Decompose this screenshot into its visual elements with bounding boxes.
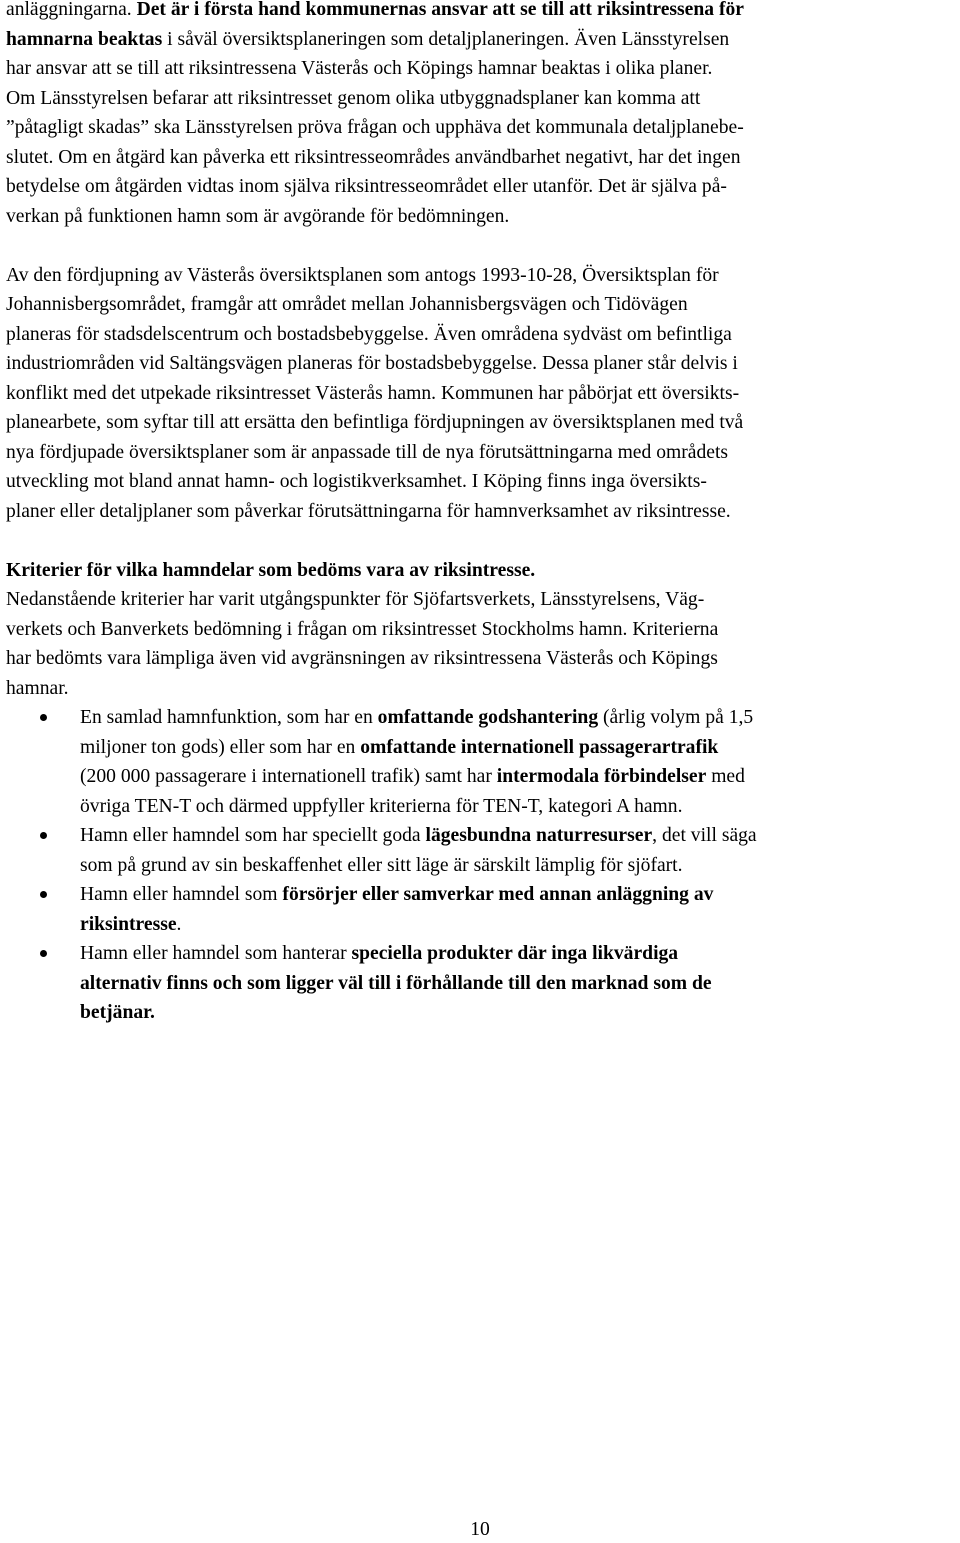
text-run: Om Länsstyrelsen befarar att riksintresset genom olika utbyggnadsplaner kan komma att	[6, 87, 701, 109]
criteria-bullet-item	[6, 821, 954, 880]
text-run: (200 000 passagerare i internationell trafik) samt har	[80, 766, 497, 787]
text-run: verkets och Banverkets bedömning i frågan om riksintresset Stockholms hamn. Kriterierna	[6, 618, 719, 640]
text-run: planer eller detaljplaner som påverkar förutsättningarna för hamnverksamhet av riksintresse.	[6, 500, 731, 522]
text-run: i såväl översiktsplaneringen som detaljplaneringen. Även Länsstyrelsen	[162, 28, 730, 50]
text-run: nya fördjupade översiktsplaner som är anpassade till de nya förutsättningarna med områdets	[6, 441, 729, 463]
text-run: planearbete, som syftar till att ersätta den befintliga fördjupningen av översiktsplanen med två	[6, 412, 744, 433]
criteria-intro	[6, 585, 954, 703]
text-run: med	[706, 766, 745, 787]
paragraph-gap	[6, 526, 954, 556]
text-run: Hamn eller hamndel som har speciellt goda	[80, 825, 426, 846]
text-line	[80, 792, 954, 822]
criteria-list	[6, 703, 954, 1028]
text-line	[6, 143, 954, 173]
text-run: anläggningarna.	[6, 0, 137, 20]
text-run: har bedömts vara lämpliga även vid avgränsningen av riksintressena Västerås och Köpings	[6, 648, 718, 669]
bold-text: riksintresse	[80, 913, 177, 935]
text-line	[6, 202, 954, 232]
criteria-heading: Kriterier för vilka hamndelar som bedöms vara av riksintresse.	[6, 559, 536, 581]
text-run: konflikt med det utpekade riksintresset Västerås hamn. Kommunen har påbörjat ett översikts-	[6, 382, 740, 404]
text-run: har ansvar att se till att riksintressena Västerås och Köpings hamnar beaktas i olika planer.	[6, 58, 713, 79]
text-run: utveckling mot bland annat hamn- och logistikverksamhet. I Köping finns inga översikts-	[6, 471, 707, 492]
criteria-bullet-item	[6, 880, 954, 939]
bold-text: lägesbundna naturresurser	[425, 825, 653, 846]
text-run: övriga TEN-T och därmed uppfyller kriterierna för TEN-T, kategori A hamn.	[80, 795, 683, 817]
text-line	[80, 733, 954, 763]
text-line	[6, 54, 954, 84]
text-run: betydelse om åtgärden vidtas inom själva riksintresseområdet eller utanför. Det är själva på-	[6, 176, 727, 197]
bullet-icon	[40, 714, 47, 721]
text-run: industriområden vid Saltängsvägen planeras för bostadsbebyggelse. Dessa planer står delvis i	[6, 353, 738, 374]
text-run: (årlig volym på 1,5	[598, 707, 754, 728]
text-line	[6, 408, 954, 438]
text-line	[6, 379, 954, 409]
text-line	[80, 998, 954, 1028]
text-run: ”påtagligt skadas” ska Länsstyrelsen pröva frågan och upphäva det kommunala detaljplanebe-	[6, 117, 744, 138]
text-line	[6, 438, 954, 468]
bold-text: omfattande godshantering	[377, 707, 599, 728]
bold-text: speciella produkter där inga likvärdiga	[351, 943, 679, 964]
text-run: Johannisbergsområdet, framgår att området mellan Johannisbergsvägen och Tidövägen	[6, 294, 688, 315]
text-run: , det vill säga	[652, 825, 757, 846]
text-run: .	[176, 913, 182, 935]
text-line	[6, 0, 954, 25]
text-run: Av den fördjupning av Västerås översiktsplanen som antogs 1993-10-28, Översiktsplan för	[6, 264, 719, 286]
bold-text: försörjer eller samverkar med annan anläggning av	[282, 884, 714, 905]
bold-text: alternativ finns och som ligger väl till i förhållande till den marknad som de	[80, 972, 712, 994]
paragraph-riksintresse-ansvar	[6, 0, 954, 231]
text-line	[80, 969, 954, 999]
bold-text: intermodala förbindelser	[496, 766, 707, 787]
text-line	[6, 25, 954, 55]
bold-text: Det är i första hand kommunernas ansvar att se till att riksintressena för	[136, 0, 744, 20]
paragraph-oversiktsplan	[6, 261, 954, 527]
text-line	[6, 349, 954, 379]
criteria-bullet-item	[6, 703, 954, 821]
text-run: verkan på funktionen hamn som är avgörande för bedömningen.	[6, 205, 510, 227]
text-run: planeras för stadsdelscentrum och bostadsbebyggelse. Även områdena sydväst om befintliga	[6, 323, 732, 345]
bullet-icon	[40, 950, 47, 957]
text-run: slutet. Om en åtgärd kan påverka ett riksintresseområdes användbarhet negativt, har det ingen	[6, 146, 741, 168]
text-line	[6, 467, 954, 497]
text-line	[80, 851, 954, 881]
text-line	[80, 939, 954, 969]
text-line	[6, 84, 954, 114]
text-line	[6, 644, 954, 674]
bold-text: omfattande internationell passagerartrafik	[360, 736, 719, 758]
paragraph-gap	[6, 231, 954, 261]
bullet-icon	[40, 891, 47, 898]
text-run: som på grund av sin beskaffenhet eller sitt läge är särskilt lämplig för sjöfart.	[80, 854, 683, 876]
text-run: miljoner ton gods) eller som har en	[80, 736, 361, 758]
text-line	[80, 910, 954, 940]
text-line	[6, 674, 954, 704]
text-run: Nedanstående kriterier har varit utgångspunkter för Sjöfartsverkets, Länsstyrelsens, Väg-	[6, 589, 705, 610]
text-line	[6, 585, 954, 615]
text-run: Hamn eller hamndel som	[80, 884, 283, 905]
criteria-bullet-item	[6, 939, 954, 1028]
text-line	[6, 261, 954, 291]
document-page	[6, 0, 954, 1028]
text-line	[6, 320, 954, 350]
text-line	[6, 615, 954, 645]
text-line	[80, 762, 954, 792]
page-number: 10	[470, 1519, 490, 1540]
text-line	[80, 880, 954, 910]
text-line	[80, 703, 954, 733]
text-line	[80, 821, 954, 851]
text-line	[6, 497, 954, 527]
bold-text: betjänar.	[80, 1002, 155, 1023]
text-run: hamnar.	[6, 677, 69, 699]
text-line	[6, 290, 954, 320]
text-run: En samlad hamnfunktion, som har en	[80, 707, 378, 728]
bold-text: hamnarna beaktas	[6, 28, 163, 50]
text-line	[6, 172, 954, 202]
bullet-icon	[40, 832, 47, 839]
text-run: Hamn eller hamndel som hanterar	[80, 943, 352, 964]
text-line	[6, 113, 954, 143]
